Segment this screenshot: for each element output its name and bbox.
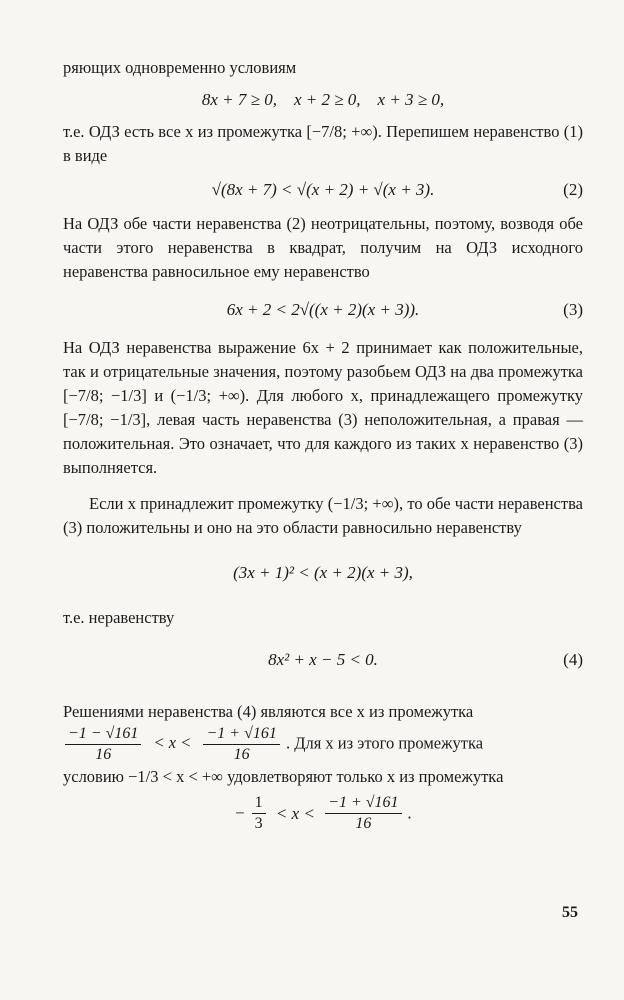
solutions-tail: . Для x из этого промежутка	[285, 733, 484, 753]
equation-conditions	[63, 80, 583, 120]
fraction-one-third-numerator: 1	[252, 793, 266, 814]
solutions-interval-row	[63, 724, 583, 765]
paragraph-intro: ряющих одновременно условиям	[63, 58, 297, 77]
less-x-less: < x <	[153, 733, 192, 753]
page-number: 55	[562, 904, 578, 921]
equation-2-text: √(8x + 7) < √(x + 2) + √(x + 3).	[211, 180, 435, 199]
equation-4	[63, 630, 583, 690]
equation-4-text: 8x² + x − 5 < 0.	[268, 650, 378, 669]
paragraph-split: На ОДЗ неравенства выражение 6x + 2 принимает как положительные, так и отрицательные значения, поэтому разобьем ОДЗ на два промежутка [−7/8; −1/3] и (−1/3; +∞). Для любого x, принадлежащего промежутку [−7/8; −1/3], левая часть неравенства (3) неположительная, а правая — положительная. Это означает, что для каждого из таких x неравенство (3) выполняется.	[63, 338, 583, 477]
equation-square	[63, 540, 583, 606]
final-period: .	[407, 803, 413, 823]
fraction-one-third	[252, 793, 266, 834]
final-less-x-less: < x <	[275, 803, 315, 823]
fraction-left	[65, 724, 141, 765]
equation-3-number: (3)	[563, 300, 583, 319]
fraction-right-numerator: −1 + √161	[203, 724, 279, 745]
paragraph-odz: т.е. ОДЗ есть все x из промежутка [−7/8; +∞). Перепишем неравенство (1) в виде	[63, 122, 583, 165]
equation-3	[63, 284, 583, 336]
paragraph-second-case: Если x принадлежит промежутку (−1/3; +∞), то обе части неравенства (3) положительны и оно на это области равносильно неравенству	[63, 494, 583, 537]
fraction-final-right-denominator: 16	[355, 815, 372, 832]
equation-square-text: (3x + 1)² < (x + 2)(x + 3),	[233, 563, 413, 582]
fraction-left-denominator: 16	[95, 746, 112, 763]
paragraph-square: На ОДЗ обе части неравенства (2) неотрицательны, поэтому, возводя обе части этого неравенства в квадрат, получим на ОДЗ исходного неравенства равносильное ему неравенство	[63, 214, 583, 281]
fraction-final-right	[325, 793, 401, 834]
page-content	[63, 56, 583, 853]
fraction-right	[203, 724, 279, 765]
fraction-final-right-numerator: −1 + √161	[325, 793, 401, 814]
fraction-left-numerator: −1 − √161	[65, 724, 141, 745]
fraction-right-denominator: 16	[233, 746, 250, 763]
equation-3-text: 6x + 2 < 2√((x + 2)(x + 3)).	[226, 300, 420, 319]
final-minus: −	[233, 803, 246, 823]
equation-2-number: (2)	[563, 180, 583, 199]
fraction-one-third-denominator: 3	[254, 815, 263, 832]
equation-conditions-text: 8x + 7 ≥ 0, x + 2 ≥ 0, x + 3 ≥ 0,	[201, 90, 445, 109]
paragraph-solutions: Решениями неравенства (4) являются все x из промежутка	[63, 702, 474, 721]
final-interval	[63, 793, 583, 853]
equation-2	[63, 168, 583, 212]
paragraph-condition: условию −1/3 < x < +∞ удовлетворяют только x из промежутка	[63, 767, 504, 786]
paragraph-te: т.е. неравенству	[63, 608, 175, 627]
equation-4-number: (4)	[563, 650, 583, 669]
